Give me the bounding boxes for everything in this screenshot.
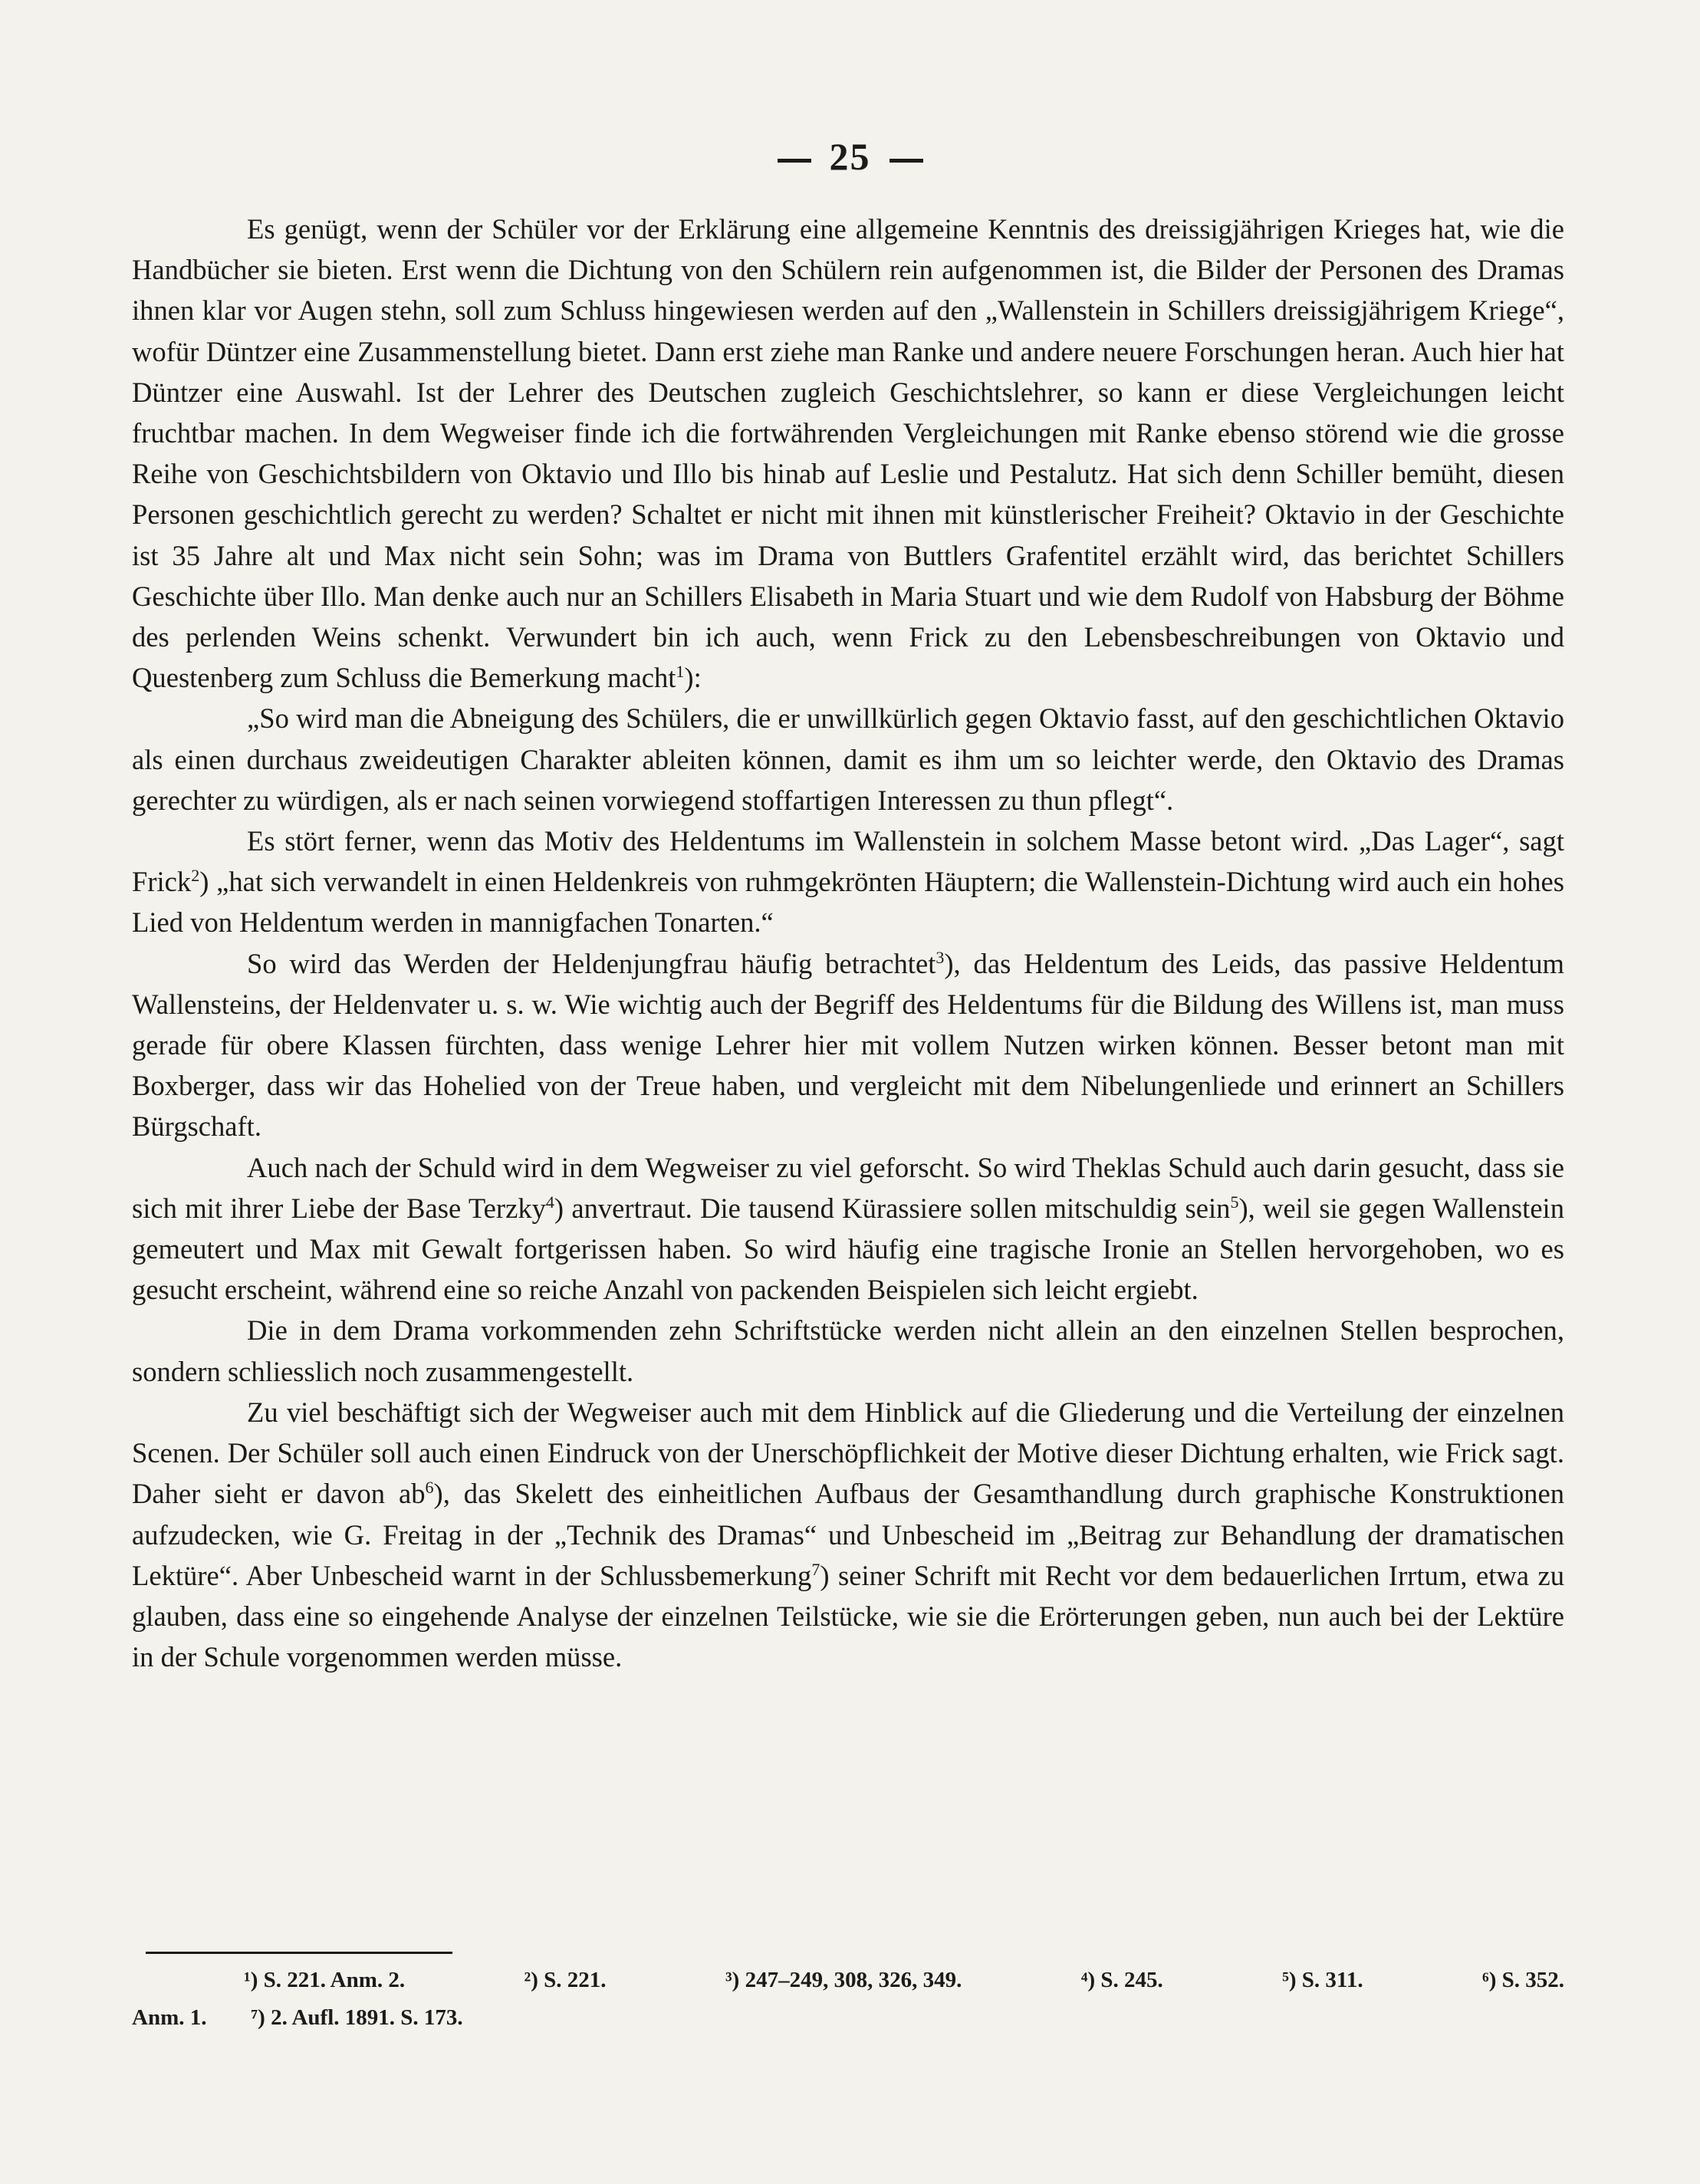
footnote-line-2 — [132, 1999, 1564, 2037]
footnote-1: ¹) S. 221. Anm. 2. — [244, 1968, 406, 1992]
footnote-3: ³) 247–249, 308, 326, 349. — [725, 1968, 962, 1992]
paragraph-quote — [132, 698, 1564, 821]
footnote-ref-4: 4 — [545, 1192, 554, 1212]
footnote-7: ⁷) 2. Aufl. 1891. S. 173. — [251, 2005, 463, 2030]
paragraph-7-tail2: ) seiner Schrift mit Recht vor dem bedauerlichen Irrtum, etwa zu glauben, dass eine so eingehende Analyse der einzelnen Teilstücke, wie sie die Erörterungen geben, nun auch bei der Lektüre in der Schule vorgenommen werden müsse. — [132, 1559, 1564, 1673]
paragraph-6 — [132, 1310, 1564, 1391]
page-number-value: 25 — [829, 135, 871, 178]
paragraph-3 — [132, 821, 1564, 943]
paragraph-1-text: Es genügt, wenn der Schüler vor der Erklärung eine allgemeine Kenntnis des dreissigjährigen Krieges hat, wie die Handbücher sie bieten. Erst wenn die Dichtung von den Schülern rein aufgenommen ist, die Bilder der Personen des Dramas ihnen klar vor Augen stehn, soll zum Schluss hingewiesen werden auf den „Wallenstein in Schillers dreissigjährigem Kriege“, wofür Düntzer eine Zusammenstellung bietet. Dann erst ziehe man Ranke und andere neuere Forschungen heran. Auch hier hat Düntzer eine Auswahl. Ist der Lehrer des Deutschen zugleich Geschichtslehrer, so kann er diese Vergleichungen leicht fruchtbar machen. In dem Wegweiser finde ich die fortwährenden Vergleichungen mit Ranke ebenso störend wie die grosse Reihe von Geschichtsbildern von Oktavio und Illo bis hinab auf Leslie und Pestalutz. Hat sich denn Schiller bemüht, diesen Personen geschichtlich gerecht zu werden? Schaltet er nicht mit ihnen mit künstlerischer Freiheit? Oktavio in der Geschichte ist 35 Jahre alt und Max nicht sein Sohn; was im Drama von Buttlers Grafentitel erzählt wird, das berichtet Schillers Geschichte über Illo. Man denke auch nur an Schillers Elisabeth in Maria Stuart und wie dem Rudolf von Habsburg der Böhme des perlenden Weins schenkt. Verwundert bin ich auch, wenn Frick zu den Lebensbeschreibungen von Oktavio und Questenberg zum Schluss die Bemerkung macht — [132, 213, 1564, 694]
paragraph-5 — [132, 1147, 1564, 1311]
paragraph-6-text: Die in dem Drama vorkommenden zehn Schriftstücke werden nicht allein an den einzelnen Stellen besprochen, sondern schliesslich noch zusammengestellt. — [132, 1314, 1564, 1387]
footnote-ref-1: 1 — [676, 662, 685, 682]
footnote-ref-6: 6 — [425, 1478, 434, 1498]
paragraph-7-tail: ), das Skelett des einheitlichen Aufbaus der Gesamthandlung durch graphische Konstruktionen aufzudecken, wie G. Freitag in der „Technik des Dramas“ und Unbescheid im „Beitrag zur Behandlung der dramatischen Lektüre“. Aber Unbescheid warnt in der Schlussbemerkung — [132, 1478, 1564, 1591]
paragraph-1-tail: ): — [684, 662, 702, 694]
footnote-ref-3: 3 — [935, 947, 945, 967]
footnote-6: ⁶) S. 352. — [1482, 1968, 1564, 1992]
paragraph-3-text: Es stört ferner, wenn das Motiv des Heldentums im Wallenstein in solchem Masse betont wird. „Das Lager“, sagt Frick — [132, 825, 1564, 898]
footnote-divider — [146, 1952, 452, 1954]
paragraph-7 — [132, 1392, 1564, 1677]
footnote-ref-2: 2 — [191, 866, 200, 886]
page-number — [0, 134, 1700, 179]
body-text — [132, 209, 1564, 1677]
footnote-5: ⁵) S. 311. — [1282, 1968, 1363, 1992]
paragraph-4-text: So wird das Werden der Heldenjungfrau häufig betrachtet — [247, 947, 936, 979]
footnote-ref-7: 7 — [811, 1559, 820, 1579]
footnote-ref-5: 5 — [1230, 1192, 1239, 1212]
paragraph-4-tail: ), das Heldentum des Leids, das passive Heldentum Wallensteins, der Heldenvater u. s. w. Wie wichtig auch der Begriff des Heldentums für die Bildung des Willens ist, man muss gerade für obere Klassen fürchten, dass wenige Lehrer hier mit vollem Nutzen wirken können. Besser betont man mit Boxberger, dass wir das Hohelied von der Treue haben, und vergleicht mit dem Nibelungenliede und erinnert an Schillers Bürgschaft. — [132, 947, 1565, 1143]
paragraph-4 — [132, 943, 1564, 1147]
paragraph-3-tail: ) „hat sich verwandelt in einen Heldenkreis von ruhmgekrönten Häuptern; die Wallenstein-Dichtung wird auch ein hohes Lied von Heldentum werden in mannigfachen Tonarten.“ — [132, 866, 1564, 939]
paragraph-5-text: Auch nach der Schuld wird in dem Wegweiser zu viel geforscht. So wird Theklas Schuld auch darin gesucht, dass sie sich mit ihrer Liebe der Base Terzky — [132, 1151, 1564, 1224]
footnote-6-continued: Anm. 1. — [132, 2005, 207, 2030]
paragraph-7-text: Zu viel beschäftigt sich der Wegweiser auch mit dem Hinblick auf die Gliederung und die Verteilung der einzelnen Scenen. Der Schüler soll auch einen Eindruck von der Unerschöpflichkeit der Motive dieser Dichtung erhalten, wie Frick sagt. Daher sieht er davon ab — [132, 1396, 1564, 1510]
paragraph-quote-text: „So wird man die Abneigung des Schülers, die er unwillkürlich gegen Oktavio fasst, auf den geschichtlichen Oktavio als einen durchaus zweideutigen Charakter ableiten können, damit es ihm um so leichter werde, den Oktavio des Dramas gerechter zu würdigen, als er nach seinen vorwiegend stoffartigen Interessen zu thun pflegt“. — [132, 702, 1564, 816]
page-number-left-dash — [778, 159, 811, 163]
page-number-right-dash — [889, 159, 923, 163]
paragraph-1 — [132, 209, 1564, 698]
footnote-line-1 — [132, 1962, 1564, 1999]
paragraph-5-rest: ), weil sie gegen Wallenstein gemeutert und Max mit Gewalt fortgerissen haben. So wird häufig eine tragische Ironie an Stellen hervorgehoben, wo es gesucht erscheint, während eine so reiche Anzahl von packenden Beispielen sich leicht ergiebt. — [132, 1192, 1565, 1306]
footnote-2: ²) S. 221. — [524, 1968, 607, 1992]
paragraph-5-tail: ) anvertraut. Die tausend Kürassiere sollen mitschuldig sein — [554, 1192, 1231, 1224]
footnote-4: ⁴) S. 245. — [1080, 1968, 1163, 1992]
footnotes — [132, 1962, 1564, 2037]
